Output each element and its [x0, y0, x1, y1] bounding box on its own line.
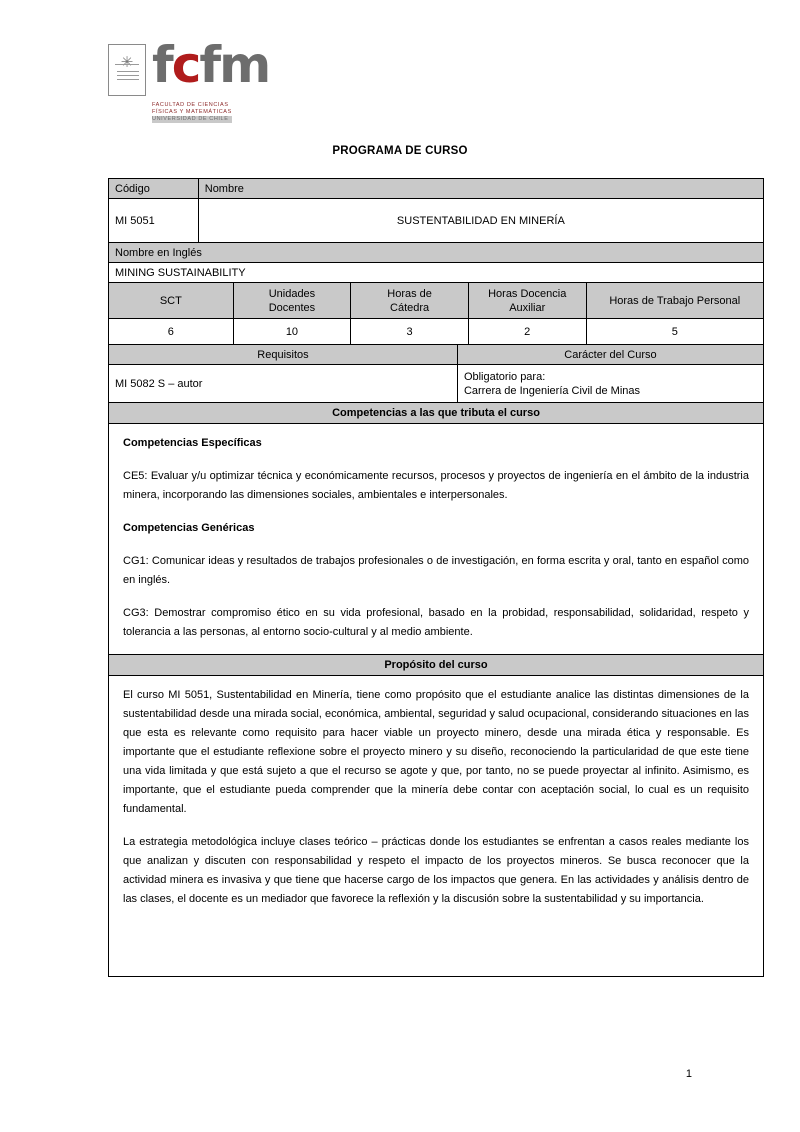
- nombre-ingles-value: MINING SUSTAINABILITY: [109, 263, 763, 283]
- logo-subtitle-line-2: FÍSICAS Y MATEMÁTICAS: [152, 109, 232, 115]
- horas-auxiliar-value: 2: [469, 319, 587, 345]
- codigo-header: Código: [109, 179, 199, 199]
- page-number: 1: [685, 1068, 692, 1080]
- caracter-header: Carácter del Curso: [458, 345, 763, 365]
- competencia-ce5: CE5: Evaluar y/u optimizar técnica y económicamente recursos, procesos y proyectos de ingeniería en el ámbito de la industria minera, incorporando las dimensiones sociales, ambientales e interpersonales.: [123, 470, 749, 501]
- table-row: [109, 179, 763, 199]
- competencias-band: Competencias a las que tributa el curso: [109, 403, 763, 424]
- caracter-value-line-1: Obligatorio para:: [463, 370, 546, 383]
- horas-catedra-value: 3: [351, 319, 469, 345]
- horas-catedra-header-line-2: Cátedra: [390, 301, 430, 314]
- requisitos-header: Requisitos: [109, 345, 458, 365]
- horas-catedra-header: [351, 283, 469, 319]
- unidades-docentes-header: [234, 283, 352, 319]
- sct-value: 6: [109, 319, 234, 345]
- star-icon: ✳: [120, 54, 134, 71]
- table-row: [109, 263, 763, 283]
- horas-auxiliar-header-line-1: Horas Docencia: [488, 287, 567, 300]
- logo-subtitle: [152, 102, 232, 123]
- horas-auxiliar-header-line-2: Auxiliar: [509, 301, 546, 314]
- horas-catedra-header-line-1: Horas de: [387, 287, 432, 300]
- logo-letter-c: c: [171, 36, 200, 94]
- horas-personal-header: Horas de Trabajo Personal: [587, 283, 763, 319]
- nombre-header: Nombre: [199, 179, 763, 199]
- crest-bars-icon: [115, 64, 139, 87]
- caracter-value: [458, 365, 763, 403]
- proposito-band: Propósito del curso: [109, 655, 763, 676]
- page-title: PROGRAMA DE CURSO: [332, 145, 468, 157]
- table-row: [109, 283, 763, 319]
- unidades-docentes-header-line-1: Unidades: [268, 287, 316, 300]
- table-row: [109, 345, 763, 365]
- logo-subtitle-line-3: UNIVERSIDAD DE CHILE: [152, 116, 232, 123]
- logo-letter-f: f: [152, 36, 172, 94]
- competencias-genericas-heading: Competencias Genéricas: [123, 522, 255, 534]
- table-row: [109, 319, 763, 345]
- table-row: [109, 243, 763, 263]
- sct-header: SCT: [109, 283, 234, 319]
- table-row: [109, 199, 763, 243]
- codigo-value: MI 5051: [109, 199, 199, 243]
- logo-letter-fm: fm: [199, 36, 270, 94]
- nombre-ingles-header: Nombre en Inglés: [109, 243, 763, 263]
- horas-personal-value: 5: [587, 319, 763, 345]
- nombre-value: SUSTENTABILIDAD EN MINERÍA: [199, 199, 763, 243]
- unidades-docentes-value: 10: [234, 319, 352, 345]
- competencia-cg1: CG1: Comunicar ideas y resultados de trabajos profesionales o de investigación, en forma escrita y oral, tanto en español como en inglés.: [123, 555, 749, 586]
- requisitos-value: MI 5082 S – autor: [109, 365, 458, 403]
- university-crest-icon: [108, 44, 146, 96]
- unidades-docentes-header-line-2: Docentes: [268, 301, 316, 314]
- competencias-especificas-heading: Competencias Específicas: [123, 437, 262, 449]
- logo-subtitle-line-1: FACULTAD DE CIENCIAS: [152, 102, 229, 108]
- table-row: [109, 365, 763, 403]
- logo-wordmark: [152, 36, 270, 94]
- horas-auxiliar-header: [469, 283, 587, 319]
- course-program-table: [108, 178, 764, 977]
- competencias-body: [109, 424, 763, 655]
- caracter-value-line-2: Carrera de Ingeniería Civil de Minas: [463, 384, 641, 397]
- proposito-body: [109, 676, 763, 976]
- proposito-paragraph-2: La estrategia metodológica incluye clases teórico – prácticas donde los estudiantes se enfrentan a casos reales mediante los que analizan y discuten con responsabilidad y respeto el impacto de los proyectos mineros. Se busca reconocer que la actividad minera es invasiva y que tiene que hacerse cargo de los impactos que genera. En las actividades y análisis dentro de las clases, el docente es un mediador que favorece la reflexión y la discusión sobre la sustentabilidad y su importancia.: [123, 836, 749, 905]
- proposito-paragraph-1: El curso MI 5051, Sustentabilidad en Minería, tiene como propósito que el estudiante analice las distintas dimensiones de la sustentabilidad desde una mirada social, económica, ambiental, seguridad y salud ocupacional, considerando situaciones en las que esta es relevante como requisito para hacer viable un proyecto minero, desde una mirada ética y responsable. Es importante que el estudiante reflexione sobre el proyecto minero y su diseño, reconociendo la particularidad de que este tiene una vida limitada y que está sujeto a que el recurso se agote y que, por tanto, no se puede proyectar al infinito. Asimismo, es importante, que el estudiante pueda comprender que la minería debe contar con aceptación social, lo cual es un requisito fundamental.: [123, 689, 749, 815]
- competencia-cg3: CG3: Demostrar compromiso ético en su vida profesional, basado en la probidad, responsabilidad, solidaridad, respeto y tolerancia a las personas, al entorno socio-cultural y al medio ambiente.: [123, 607, 749, 638]
- fcfm-logo: [108, 36, 270, 130]
